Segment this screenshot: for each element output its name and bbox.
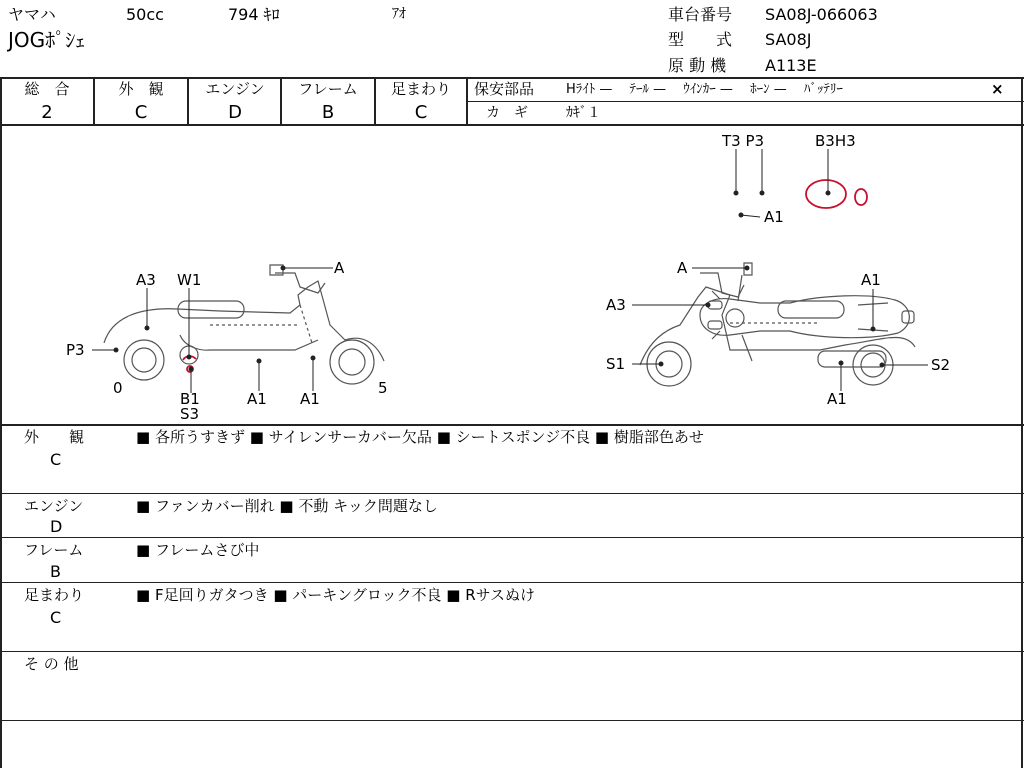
- divider: [0, 77, 1024, 79]
- label-b1: B1: [180, 390, 200, 408]
- grade-label-frame: フレーム: [298, 80, 358, 98]
- label-a3: A3: [606, 296, 626, 314]
- color: ｱｵ: [392, 6, 406, 22]
- label-a1: A1: [300, 390, 320, 408]
- label-w1: W1: [177, 271, 202, 289]
- section-text: ■ F足回りガタつき ■ パーキングロック不良 ■ Rサスぬけ: [136, 586, 536, 604]
- grade-label-overall: 総 合: [24, 80, 70, 98]
- frame-no: SA08J-066063: [765, 5, 878, 24]
- divider: [468, 101, 1024, 102]
- section-grade: C: [50, 450, 62, 469]
- label-s2: S2: [931, 356, 951, 374]
- section-title: そ の 他: [24, 655, 79, 673]
- label-t3-p3: T3 P3: [722, 132, 765, 150]
- grade-value-frame: B: [321, 102, 335, 123]
- divider: [0, 582, 1024, 583]
- label-p3: P3: [66, 341, 85, 359]
- section-title: 外 観: [24, 428, 85, 446]
- grade-value-overall: 2: [41, 102, 53, 123]
- section-title: エンジン: [24, 497, 84, 515]
- type-label: 型 式: [668, 30, 733, 49]
- label-zero: 0: [113, 379, 123, 397]
- section-grade: C: [50, 608, 62, 627]
- damage-mark: [855, 189, 867, 205]
- engine-label: 原 動 機: [668, 56, 727, 75]
- damage-diagram: [0, 125, 1024, 425]
- grade-label-engine: エンジン: [205, 80, 265, 98]
- section-title: フレーム: [24, 541, 84, 559]
- divider: [0, 493, 1024, 494]
- divider: [0, 651, 1024, 652]
- frame-no-label: 車台番号: [668, 5, 733, 24]
- engine-value: A113E: [765, 56, 817, 75]
- model-name: JOGﾎﾟｼｪ: [8, 28, 86, 52]
- section-grade: D: [50, 517, 63, 536]
- divider: [0, 537, 1024, 538]
- label-s3: S3: [180, 405, 200, 423]
- section-grade: B: [50, 562, 61, 581]
- divider: [0, 424, 1024, 426]
- label-s1: S1: [606, 355, 626, 373]
- grade-label-suspension: 足まわり: [390, 80, 451, 98]
- label-a1: A1: [764, 208, 784, 226]
- label-a: A: [677, 259, 688, 277]
- key-value: ｶｷﾞ１: [566, 105, 601, 121]
- label-a: A: [334, 259, 345, 277]
- label-b3h3: B3H3: [815, 132, 856, 150]
- grade-label-exterior: 外 観: [118, 80, 164, 98]
- grade-value-engine: D: [228, 102, 242, 123]
- label-a1: A1: [861, 271, 881, 289]
- type-value: SA08J: [765, 30, 812, 49]
- section-text: ■ フレームさび中: [136, 541, 260, 559]
- section-text: ■ 各所うすきず ■ サイレンサーカバー欠品 ■ シートスポンジ不良 ■ 樹脂部色あせ: [136, 428, 704, 446]
- label-five: 5: [378, 379, 388, 397]
- safety-label: 保安部品: [474, 80, 535, 98]
- battery-mark: ×: [991, 80, 1004, 98]
- section-title: 足まわり: [24, 586, 85, 604]
- grade-value-exterior: C: [134, 102, 148, 123]
- divider: [0, 720, 1024, 721]
- mileage: 794 ｷﾛ: [228, 5, 280, 24]
- label-a1: A1: [827, 390, 847, 408]
- key-label: カ ギ: [486, 105, 528, 121]
- safety-items: Hﾗｲﾄ — ﾃｰﾙ — ｳｲﾝｶｰ — ﾎｰﾝ — ﾊﾞｯﾃﾘｰ: [566, 82, 843, 97]
- section-text: ■ ファンカバー削れ ■ 不動 キック問題なし: [136, 497, 438, 515]
- label-a1: A1: [247, 390, 267, 408]
- displacement: 50cc: [126, 5, 164, 24]
- grade-value-suspension: C: [414, 102, 428, 123]
- label-a3: A3: [136, 271, 156, 289]
- maker: ヤマハ: [8, 5, 56, 24]
